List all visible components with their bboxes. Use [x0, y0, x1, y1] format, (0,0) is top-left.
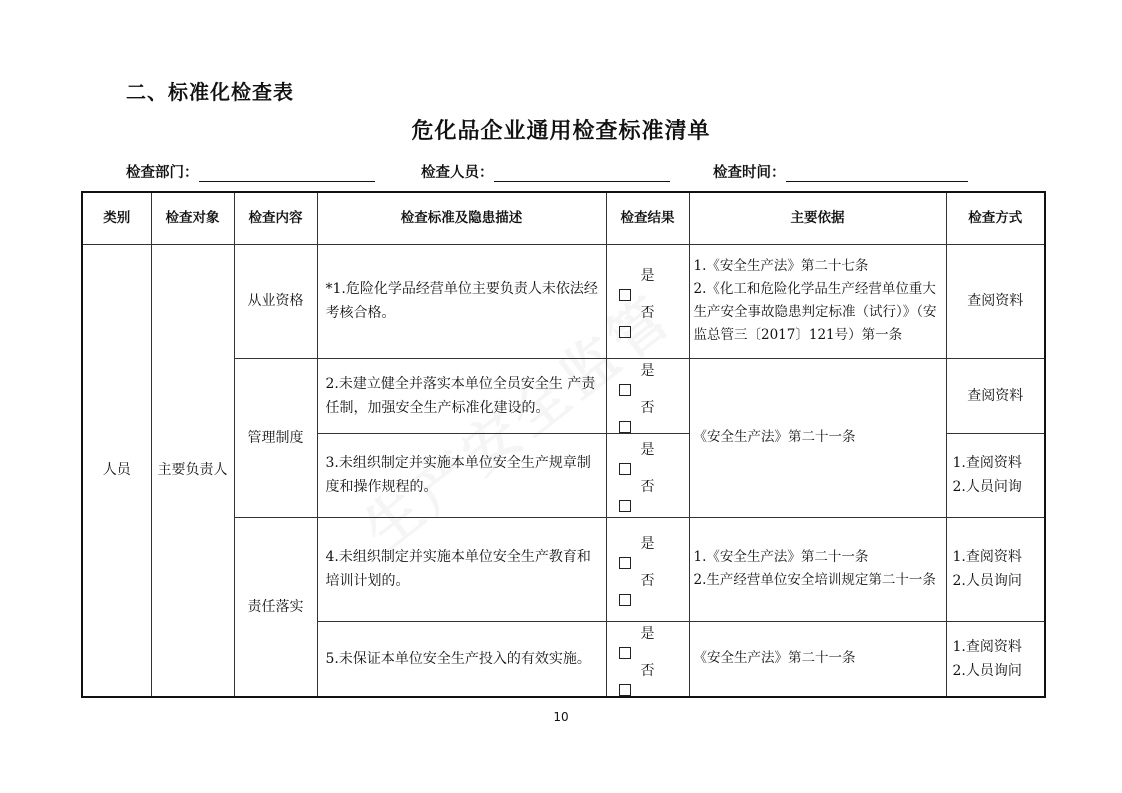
result-yes[interactable]: 是	[611, 264, 685, 301]
header-object: 检查对象	[151, 192, 234, 244]
no-checkbox[interactable]	[619, 684, 631, 696]
basis-cell: 《安全生产法》第二十一条	[689, 358, 946, 517]
header-standard: 检查标准及隐患描述	[317, 192, 606, 244]
result-yes[interactable]: 是	[611, 359, 685, 396]
content-cell: 从业资格	[234, 244, 317, 358]
result-cell	[606, 433, 689, 517]
header-method: 检查方式	[946, 192, 1045, 244]
content-cell: 责任落实	[234, 517, 317, 697]
basis-cell	[689, 244, 946, 358]
basis-line: 1.《安全生产法》第二十七条	[693, 258, 869, 274]
yes-checkbox[interactable]	[619, 463, 631, 475]
page-title: 危化品企业通用检查标准清单	[411, 119, 711, 144]
basis-line: 1.《安全生产法》第二十一条	[693, 549, 869, 565]
standard-cell: 3.未组织制定并实施本单位安全生产规章制度和操作规程的。	[317, 433, 606, 517]
method-line: 1.查阅资料	[952, 549, 1022, 565]
no-checkbox[interactable]	[619, 326, 631, 338]
table-row	[82, 244, 1045, 358]
result-cell	[606, 621, 689, 697]
inspector-label: 检查人员：	[421, 165, 494, 181]
category-cell: 人员	[82, 244, 151, 697]
method-cell: 查阅资料	[946, 244, 1045, 358]
standard-cell: 5.未保证本单位安全生产投入的有效实施。	[317, 621, 606, 697]
header-content: 检查内容	[234, 192, 317, 244]
inspector-field	[421, 161, 670, 182]
section-title: 二、标准化检查表	[126, 80, 294, 104]
yes-checkbox[interactable]	[619, 384, 631, 396]
basis-line: 2.《化工和危险化学品生产经营单位重大生产安全事故隐患判定标准（试行）》（安监总管三〔2017〕121号）第一条	[693, 281, 937, 343]
result-no[interactable]: 否	[611, 569, 685, 606]
result-no[interactable]: 否	[611, 301, 685, 338]
result-no[interactable]: 否	[611, 659, 685, 696]
no-checkbox[interactable]	[619, 500, 631, 512]
no-checkbox[interactable]	[619, 421, 631, 433]
method-line: 1.查阅资料	[952, 638, 1022, 655]
method-cell: 查阅资料	[946, 358, 1045, 433]
header-row	[82, 192, 1045, 244]
no-checkbox[interactable]	[619, 594, 631, 606]
basis-line: 2.生产经营单位安全培训规定第二十一条	[693, 572, 936, 588]
standard-cell: *1.危险化学品经营单位主要负责人未依法经考核合格。	[317, 244, 606, 358]
result-no[interactable]: 否	[611, 396, 685, 433]
header-basis: 主要依据	[689, 192, 946, 244]
result-cell	[606, 244, 689, 358]
time-field	[713, 161, 968, 182]
dept-label: 检查部门：	[126, 165, 199, 181]
result-yes[interactable]: 是	[611, 438, 685, 475]
header-result: 检查结果	[606, 192, 689, 244]
method-cell	[946, 621, 1045, 697]
result-cell	[606, 517, 689, 621]
basis-cell: 《安全生产法》第二十一条	[689, 621, 946, 697]
result-cell	[606, 358, 689, 433]
result-yes[interactable]: 是	[611, 532, 685, 569]
object-cell: 主要负责人	[151, 244, 234, 697]
time-label: 检查时间：	[713, 165, 786, 181]
standard-cell: 2.未建立健全并落实本单位全员安全生 产责任制，加强安全生产标准化建设的。	[317, 358, 606, 433]
yes-checkbox[interactable]	[619, 647, 631, 659]
method-line: 2.人员询问	[952, 573, 1022, 589]
basis-cell	[689, 517, 946, 621]
header-category: 类别	[82, 192, 151, 244]
content-cell: 管理制度	[234, 358, 317, 517]
time-blank[interactable]	[786, 165, 968, 182]
inspector-blank[interactable]	[494, 165, 670, 182]
standard-cell: 4.未组织制定并实施本单位安全生产教育和培训计划的。	[317, 517, 606, 621]
result-no[interactable]: 否	[611, 475, 685, 512]
method-cell	[946, 433, 1045, 517]
method-line: 1.查阅资料	[952, 455, 1022, 471]
method-line: 2.人员问询	[952, 479, 1022, 495]
checklist-table	[81, 191, 1046, 698]
dept-blank[interactable]	[199, 165, 375, 182]
dept-field	[126, 161, 375, 182]
method-cell	[946, 517, 1045, 621]
yes-checkbox[interactable]	[619, 289, 631, 301]
result-yes[interactable]: 是	[611, 622, 685, 659]
yes-checkbox[interactable]	[619, 557, 631, 569]
page-number: 10	[553, 710, 569, 724]
method-line: 2.人员询问	[952, 662, 1022, 679]
